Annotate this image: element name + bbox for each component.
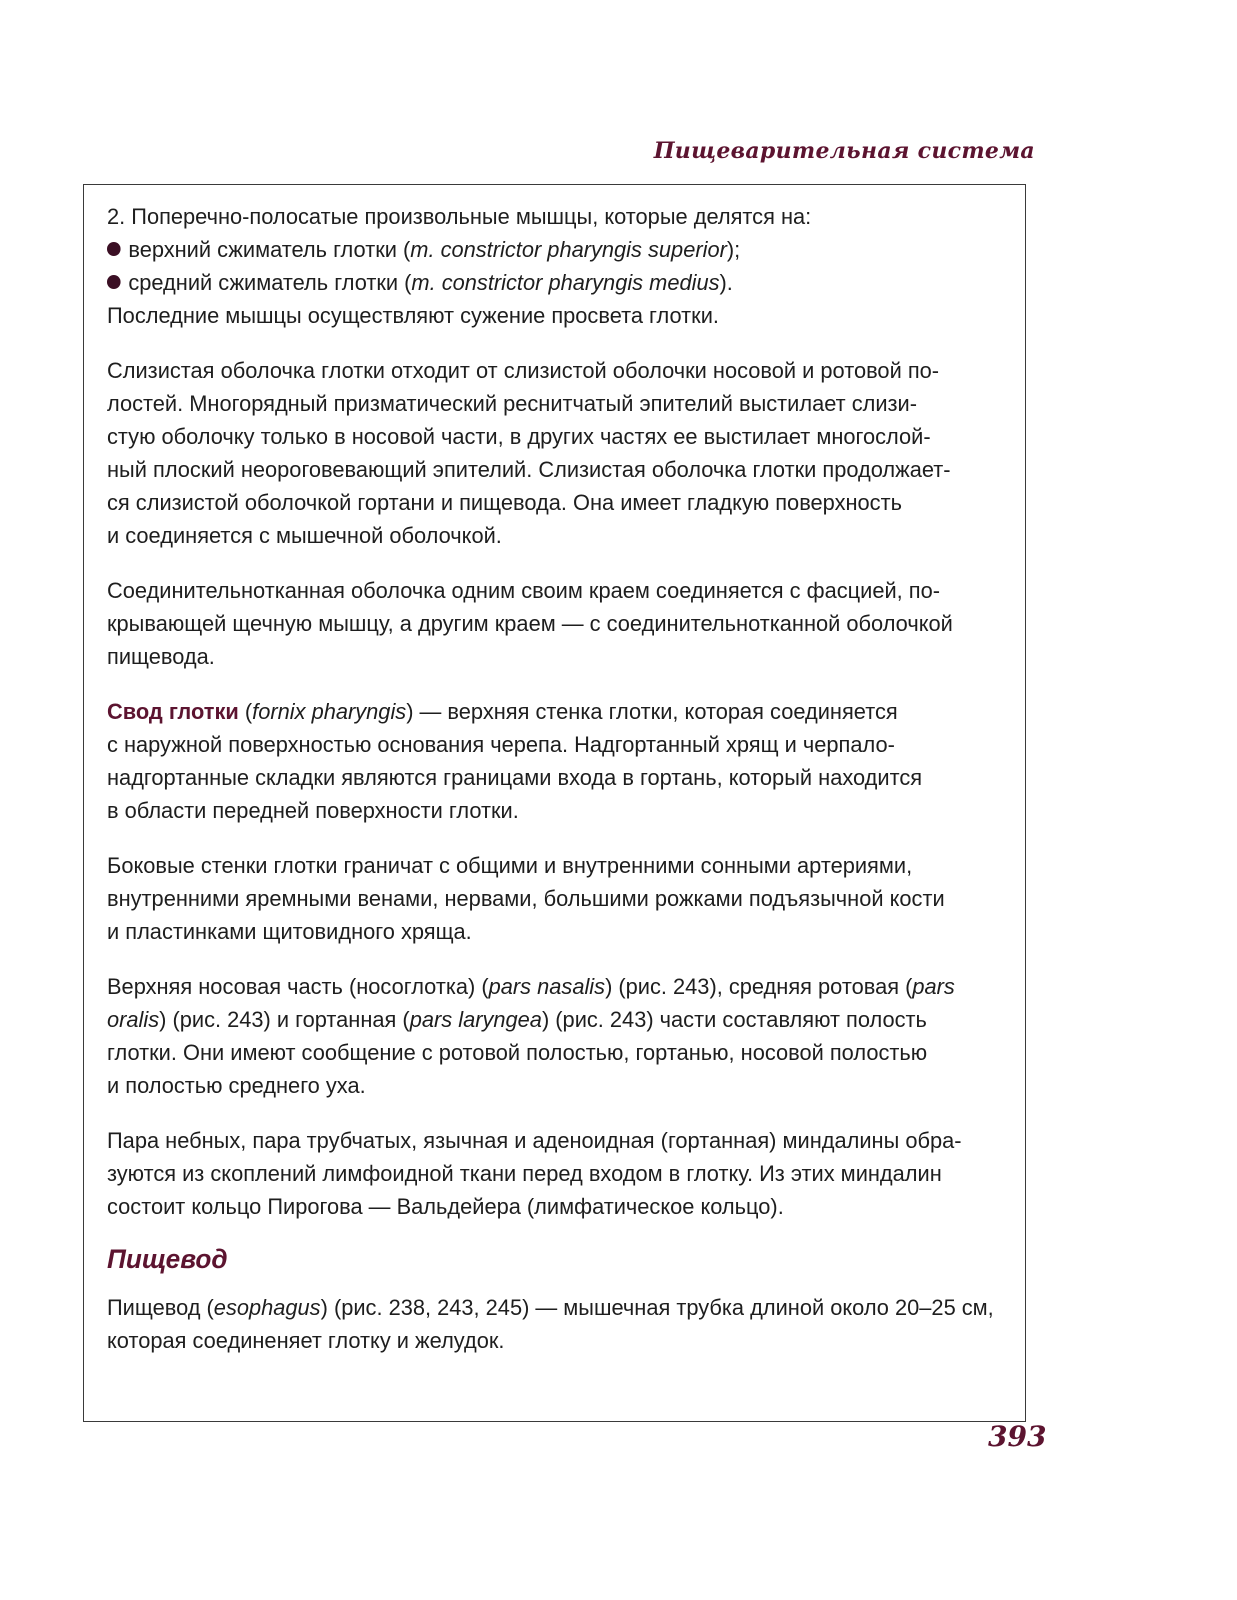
paragraph-connective: Соединительнотканная оболочка одним своим краем соединяется с фасцией, по- крывающей щечную мышцу, а другим краем — с соединительнотканной оболочкой пищевода.	[107, 578, 953, 669]
latin-term: m. constrictor pharyngis superior	[410, 237, 727, 262]
latin-term: oralis	[107, 1007, 160, 1032]
latin-term: esophagus	[213, 1295, 321, 1320]
list-closing: Последние мышцы осуществляют сужение просвета глотки.	[107, 303, 719, 328]
paragraph-tonsils: Пара небных, пара трубчатых, язычная и аденоидная (гортанная) миндалины обра- зуются из скоплений лимфоидной ткани перед входом в глотку. Из этих миндалин состоит кольцо Пирогова — Вальдейера (лимфатическое кольцо).	[107, 1128, 962, 1219]
bullet-icon	[107, 275, 121, 289]
latin-term: pars nasalis	[488, 974, 606, 999]
latin-term: pars	[912, 974, 955, 999]
latin-term: pars laryngea	[409, 1007, 542, 1032]
paragraph-mucosa: Слизистая оболочка глотки отходит от слизистой оболочки носовой и ротовой по- лостей. Многорядный призматический реснитчатый эпителий выстилает слизи- стую оболочку только в носовой части, в других частях ее выстилает многослой- ный плоский неороговевающий эпителий. Слизистая оболочка глотки продолжает- ся слизистой оболочкой гортани и пищевода. Она имеет гладкую поверхность и соединяется с мышечной оболочкой.	[107, 358, 951, 548]
running-head: Пищеварительная система	[653, 138, 1035, 164]
muscle-list	[107, 200, 980, 332]
paragraph-fornix: Свод глотки (fornix pharyngis) — верхняя стенка глотки, которая соединяется с наружной поверхностью основания черепа. Надгортанный хрящ и черпало- надгортанные складки являются границами входа в гортань, который находится в области передней поверхности глотки.	[107, 699, 923, 823]
paragraph-lateral-walls: Боковые стенки глотки граничат с общими и внутренними сонными артериями, внутренними яремными венами, нервами, большими рожками подъязычной кости и пластинками щитовидного хряща.	[107, 853, 945, 944]
bullet-icon	[107, 242, 121, 256]
list-intro: 2. Поперечно-полосатые произвольные мышцы, которые делятся на:	[107, 204, 812, 229]
page-number: 393	[988, 1420, 1047, 1453]
paragraph-esophagus: Пищевод (esophagus) (рис. 238, 243, 245) — мышечная трубка длиной около 20–25 см, которая соединеняет глотку и желудок.	[107, 1295, 994, 1353]
paragraph-parts: Верхняя носовая часть (носоглотка) (pars nasalis) (рис. 243), средняя ротовая (pars oralis) (рис. 243) и гортанная (pars laryngea) (рис. 243) части составляют полость глотки. Они имеют сообщение с ротовой полостью, гортанью, носовой полостью и полостью среднего уха.	[107, 974, 955, 1098]
page-content	[107, 200, 994, 1357]
list-item: верхний сжиматель глотки (m. constrictor pharyngis superior);	[107, 233, 980, 266]
list-item: средний сжиматель глотки (m. constrictor pharyngis medius).	[107, 266, 980, 299]
term-fornix: Свод глотки	[107, 699, 239, 724]
latin-term: m. constrictor pharyngis medius	[411, 270, 720, 295]
latin-term: fornix pharyngis	[252, 699, 407, 724]
section-title: Пищевод	[107, 1244, 228, 1274]
